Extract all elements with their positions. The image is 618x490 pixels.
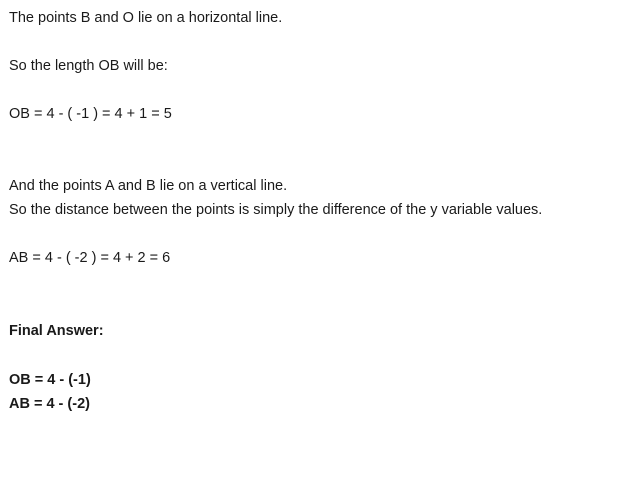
equation-ob: OB = 4 - ( -1 ) = 4 + 1 = 5 [9, 106, 172, 122]
text-line-vertical: And the points A and B lie on a vertical line. [9, 178, 288, 194]
text-line-horizontal: The points B and O lie on a horizontal line. [9, 10, 283, 26]
final-answer-ab: AB = 4 - (-2) [9, 396, 90, 412]
final-answer-heading: Final Answer: [9, 323, 104, 339]
text-line-difference: So the distance between the points is simply the difference of the y variable values. [9, 202, 543, 218]
final-answer-ob: OB = 4 - (-1) [9, 372, 91, 388]
text-line-length-intro: So the length OB will be: [9, 58, 168, 74]
equation-ab: AB = 4 - ( -2 ) = 4 + 2 = 6 [9, 250, 171, 266]
